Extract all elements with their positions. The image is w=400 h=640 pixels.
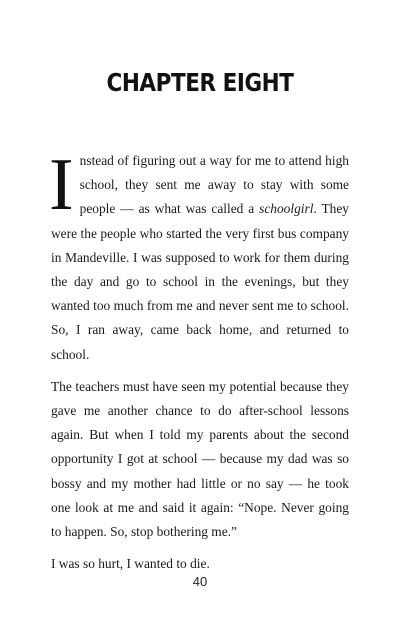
paragraph-1 [49, 144, 349, 367]
paragraph-2: The teachers must have seen my potential because they gave me another chance to do after-school lessons again. But when I told my parents about the second opportunity I got at school — because my dad was so bossy and my mother had little or no say — he took one look at me and said it again: “Nope. Never going to happen. So, stop bothering me.” [51, 378, 349, 540]
drop-cap: I [49, 144, 74, 226]
chapter-title: CHAPTER EIGHT [106, 68, 294, 97]
paragraph-1-text-start: nstead of figuring out a way for me to attend high school, they sent me away to stay with some people — as what was called a [79, 153, 349, 217]
paragraph-1-text-end: . They were the people who started the very first bus company in Mandeville. I was supposed to work for them during the day and go to school in the evenings, but they wanted too much from me and never sent me to school. So, I ran away, came back home, and returned to school. [51, 201, 349, 362]
chapter-body [49, 144, 349, 576]
paragraph-3: I was so hurt, I wanted to die. [51, 556, 210, 572]
page-number: 40 [192, 574, 208, 589]
emphasized-word: schoolgirl [259, 201, 314, 217]
